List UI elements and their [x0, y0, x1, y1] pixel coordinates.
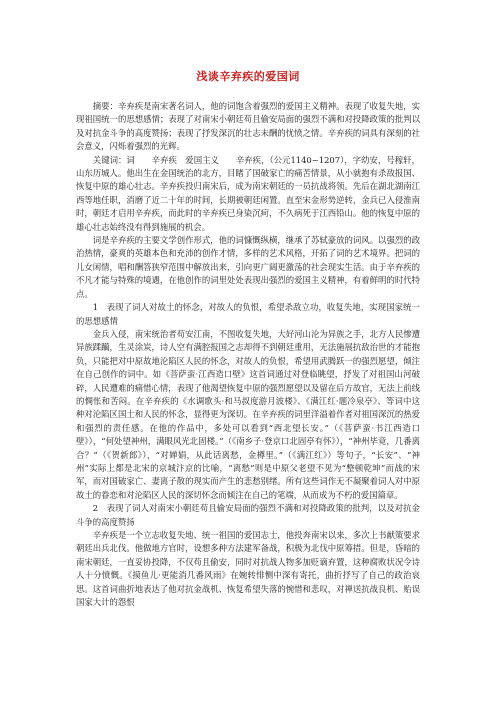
document-title: 浅谈辛弃疾的爱国词 — [196, 70, 300, 83]
body-paragraph: 词是辛弃疾的主要文学创作形式，他的词慷慨纵横，继承了苏轼豪放的词风。以强烈的政治热情，豪爽的英雄本色和充沛的创作才情，多样的艺术风格，开拓了词的艺术境界。把词的儿女闲情，唱和酬答狭窄范围中解放出来，引向更广阔更激荡的社会现实生活。由于辛弃疾的不凡才能与特殊的境遇，在他创作的词里处处表现出强烈的爱国主义精神，有着鲜明的时代特点。 — [76, 235, 420, 299]
section-heading-2: 2 表现了词人对南宋小朝廷苟且偷安局面的强烈不满和对投降政策的批判，以及对抗金斗争的高度赞扬 — [76, 503, 420, 527]
keywords-author-paragraph: 关键词：词 辛弃疾 爱国主义 辛弃疾，（公元1140~1207），字幼安，号稼轩，山东历城人。他出生在金国统治的北方，目睹了国破家亡的痛苦情景，从小就抱有杀敌报国、恢复中原的雄心壮志。辛弃疾投归南宋后，成为南宋朝廷的一员抗战将领。先后在湖北湖南江西等地任职，消磨了近二十年的时间，长期被朝廷闲置。直至宋金形势逆转，金兵已入侵淮南时，朝廷才启用辛弃疾，而此时的辛弃疾已身染沉疴，不久病死于江西铅山。他的恢复中原的雄心壮志始终没有得到施展的机会。 — [76, 154, 420, 232]
section-heading-1: 1 表现了词人对故土的怀念，对故人的负恨，希望杀敌立功，收复失地，实现国家统一的思想感情 — [76, 302, 420, 326]
body-paragraph: 金兵入侵，南宋统治者苟安江南，不图收复失地，大好河山沦为异族之手，北方人民惨遭异族蹂躏，生灵涂炭，诗人空有满腔报国之志却得不到朝廷重用，无法施展抗敌治世的才能抱负，只能把对中原故地沦陷区人民的怀念，对故人的负恨，希望用武腾跃一的强烈愿望，倾注在自己创作的词中。如《菩萨蛮·江西造口壁》这首词通过对登临眺望，抒发了对祖国山河破碎，人民遭难的痛惜心情，表现了他渴望恢复中原的强烈愿望以及留在后方故官，无法上前线的惆怅和苦闷。在辛弃疾的《水调歌头·和马叔度游月波楼》、《满江红·题冷泉亭》、等词中这种对沦陷区国土和人民的怀念，显得更为深切。在辛弃疾的词里洋溢着作者对祖国深沉的热爱和强烈的责任感。在他的作品中，多处可以看到“西北望长安。”（《菩萨蛮·书江西造口壁》），“何处望神州，满眼风光北固楼。”（《南乡子·登京口北固亭有怀》），“神州毕竟，几番离合？”（《贺新郎》），“对婵娟，从此话离愁，金樽里。”（《满江红》）等句子，“长安”、“神州”实际上都是北宋的京城汴京的比喻，“离愁”则是中原父老望不见为“整顿乾坤”而战的宋军，而对国破家亡、妻离子散的现实而产生的悲愁别绪。所有这些词作无不凝聚着词人对中原故土的眷恋和对沦陷区人民的深切怀念而倾注在自己的笔端，从而成为不朽的爱国篇章。 — [76, 328, 420, 500]
abstract-paragraph: 摘要：辛弃疾是南宋著名词人，他的词饱含着强烈的爱国主义精神。表现了收复失地，实现祖国统一的思想感情；表现了对南宋小朝廷苟且偷安局面的强烈不满和对投降政策的批判以及对抗金斗争的高度赞扬；表现了抒发深沉的壮志未酬的忧愤之情。辛弃疾的词具有深刻的社会意义，闪烁着强烈的光辉。 — [76, 101, 420, 152]
body-paragraph: 辛弃疾是一个立志收复失地、统一祖国的爱国志士，他投奔南宋以来，多次上书献策要求朝廷出兵北伐。他做地方官时，设想多种方法建军备战，积极为北伐中原筹措。但是，昏暗的南宋朝廷，一直妥协投降，不仅苟且偷安，同时对抗战人物多加贬谪弃置，这种腐败状况令诗人十分愤慨。《摸鱼儿·更能消几番风雨》在婉转悱恻中深有寄托，曲折抒写了自己的政治哀思。这首词曲折地表达了他对抗金战机、恢复希望失落的惋惜和悲叹，对禅送抗战良机、贻误国家大计的怨恨 — [76, 530, 420, 608]
